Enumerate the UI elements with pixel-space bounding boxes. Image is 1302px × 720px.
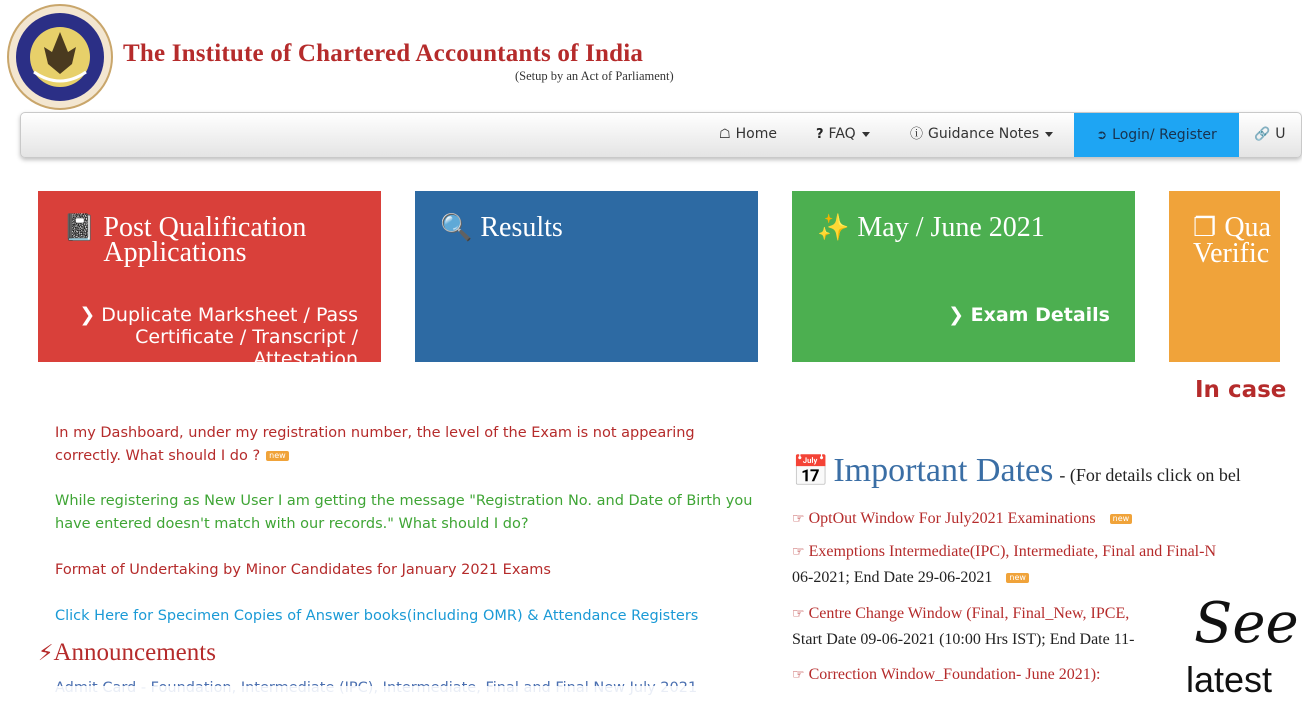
announcements-heading — [38, 639, 216, 667]
duplicate-marksheet-label: Duplicate Marksheet / Pass Certificate / Transcript / Attestation — [101, 304, 358, 370]
tile-verification-line1: Qua — [1224, 212, 1271, 243]
faq-link-specimen-text: Click Here for Specimen Copies of Answer books(including OMR) & Attendance Registers — [55, 608, 699, 624]
hand-pointer-icon: ☞ — [792, 544, 805, 560]
nav-partial-label: U — [1275, 126, 1286, 142]
site-subtitle: (Setup by an Act of Parliament) — [515, 69, 674, 83]
date-item-centre-change[interactable] — [792, 601, 1134, 653]
date-item-correction-window[interactable] — [792, 662, 1100, 688]
see-latest-badge — [1180, 591, 1299, 720]
hand-pointer-icon: ☞ — [792, 511, 805, 527]
tile-results[interactable] — [415, 191, 758, 362]
faq-link-specimen-copies[interactable] — [55, 605, 755, 628]
exam-details-link[interactable] — [792, 304, 1110, 326]
question-icon: ? — [816, 127, 824, 142]
hand-pointer-icon: ☞ — [792, 667, 805, 683]
faq-link-undertaking-text: Format of Undertaking by Minor Candidates for January 2021 Exams — [55, 562, 551, 578]
main-navbar — [20, 112, 1302, 158]
icai-logo[interactable] — [4, 2, 116, 112]
date-item-optout-text: OptOut Window For July2021 Examinations — [808, 510, 1096, 527]
nav-partial-item[interactable] — [1254, 113, 1285, 157]
important-dates-title: Important Dates — [833, 452, 1054, 489]
date-item-centre-change-text: Centre Change Window (Final, Final_New, IPCE, — [808, 605, 1130, 622]
tile-post-qualification-title: Post Qualification Applications — [103, 212, 307, 268]
new-badge: new — [1006, 573, 1029, 583]
bolt-icon: ⚡ — [38, 641, 54, 666]
important-dates-heading — [792, 452, 1241, 490]
new-badge: new — [1110, 514, 1133, 524]
search-icon: 🔍 — [440, 213, 473, 243]
tile-may-june-2021[interactable] — [792, 191, 1135, 362]
faq-link-registration[interactable] — [55, 490, 755, 536]
date-item-correction-text: Correction Window_Foundation- June 2021): — [808, 666, 1101, 683]
new-badge: new — [266, 451, 289, 461]
date-item-exemptions[interactable] — [792, 539, 1216, 591]
sign-in-icon: ➲ — [1096, 128, 1108, 143]
login-label: Login/ Register — [1112, 127, 1217, 143]
tile-may-june-title: May / June 2021 — [857, 212, 1045, 243]
date-item-exemptions-dates: 06-2021; End Date 29-06-2021 — [792, 569, 993, 586]
announcements-title: Announcements — [53, 639, 216, 666]
faq-link-registration-text: While registering as New User I am getting the message "Registration No. and Date of Birth you have entered doesn't match with our records." What should I do? — [55, 493, 753, 532]
nav-home-label: Home — [735, 126, 777, 142]
copy-icon: ❐ — [1193, 213, 1217, 243]
date-item-optout[interactable] — [792, 506, 1132, 532]
faq-link-dashboard-text: In my Dashboard, under my registration number, the level of the Exam is not appearing correctly. What should I do ? — [55, 425, 695, 464]
tile-post-qualification[interactable] — [38, 191, 381, 370]
latest-text: latest — [1186, 659, 1273, 700]
bottom-fade-overlay — [0, 686, 1280, 720]
chevron-right-icon: ❯ — [79, 304, 102, 326]
faq-link-dashboard[interactable] — [55, 422, 755, 468]
chevron-right-icon: ❯ — [948, 304, 971, 326]
tile-qualification-verification[interactable] — [1169, 191, 1280, 362]
book-icon: 📓 — [63, 213, 96, 243]
calendar-icon: 📅 — [792, 454, 830, 489]
date-item-centre-change-dates: Start Date 09-06-2021 (10:00 Hrs IST); End Date 11- — [792, 631, 1135, 648]
notice-text: In case — [1195, 377, 1287, 403]
tile-verification-line2: Verific — [1193, 238, 1270, 269]
site-title: The Institute of Chartered Accountants of India — [123, 40, 644, 67]
important-dates-note: - (For details click on bel — [1059, 465, 1241, 485]
exam-details-label: Exam Details — [970, 304, 1110, 326]
nav-guidance-notes[interactable] — [910, 113, 1053, 157]
home-icon: ☖ — [719, 127, 731, 142]
see-text: See — [1194, 591, 1299, 656]
link-icon: 🔗 — [1254, 127, 1271, 142]
nav-home[interactable] — [719, 113, 777, 157]
date-item-exemptions-text: Exemptions Intermediate(IPC), Intermediate, Final and Final-N — [808, 543, 1217, 560]
tile-results-title: Results — [480, 212, 563, 243]
hand-pointer-icon: ☞ — [792, 606, 805, 622]
duplicate-marksheet-link[interactable] — [38, 304, 358, 370]
chevron-down-icon — [1045, 132, 1053, 137]
nav-guidance-label: Guidance Notes — [928, 126, 1040, 142]
login-register-button[interactable] — [1074, 113, 1239, 157]
chevron-down-icon — [862, 132, 870, 137]
nav-faq-label: FAQ — [828, 126, 856, 142]
magic-wand-icon: ✨ — [817, 213, 850, 243]
nav-faq[interactable] — [816, 113, 870, 157]
faq-link-undertaking[interactable] — [55, 559, 755, 582]
info-icon: ⓘ — [910, 127, 924, 142]
